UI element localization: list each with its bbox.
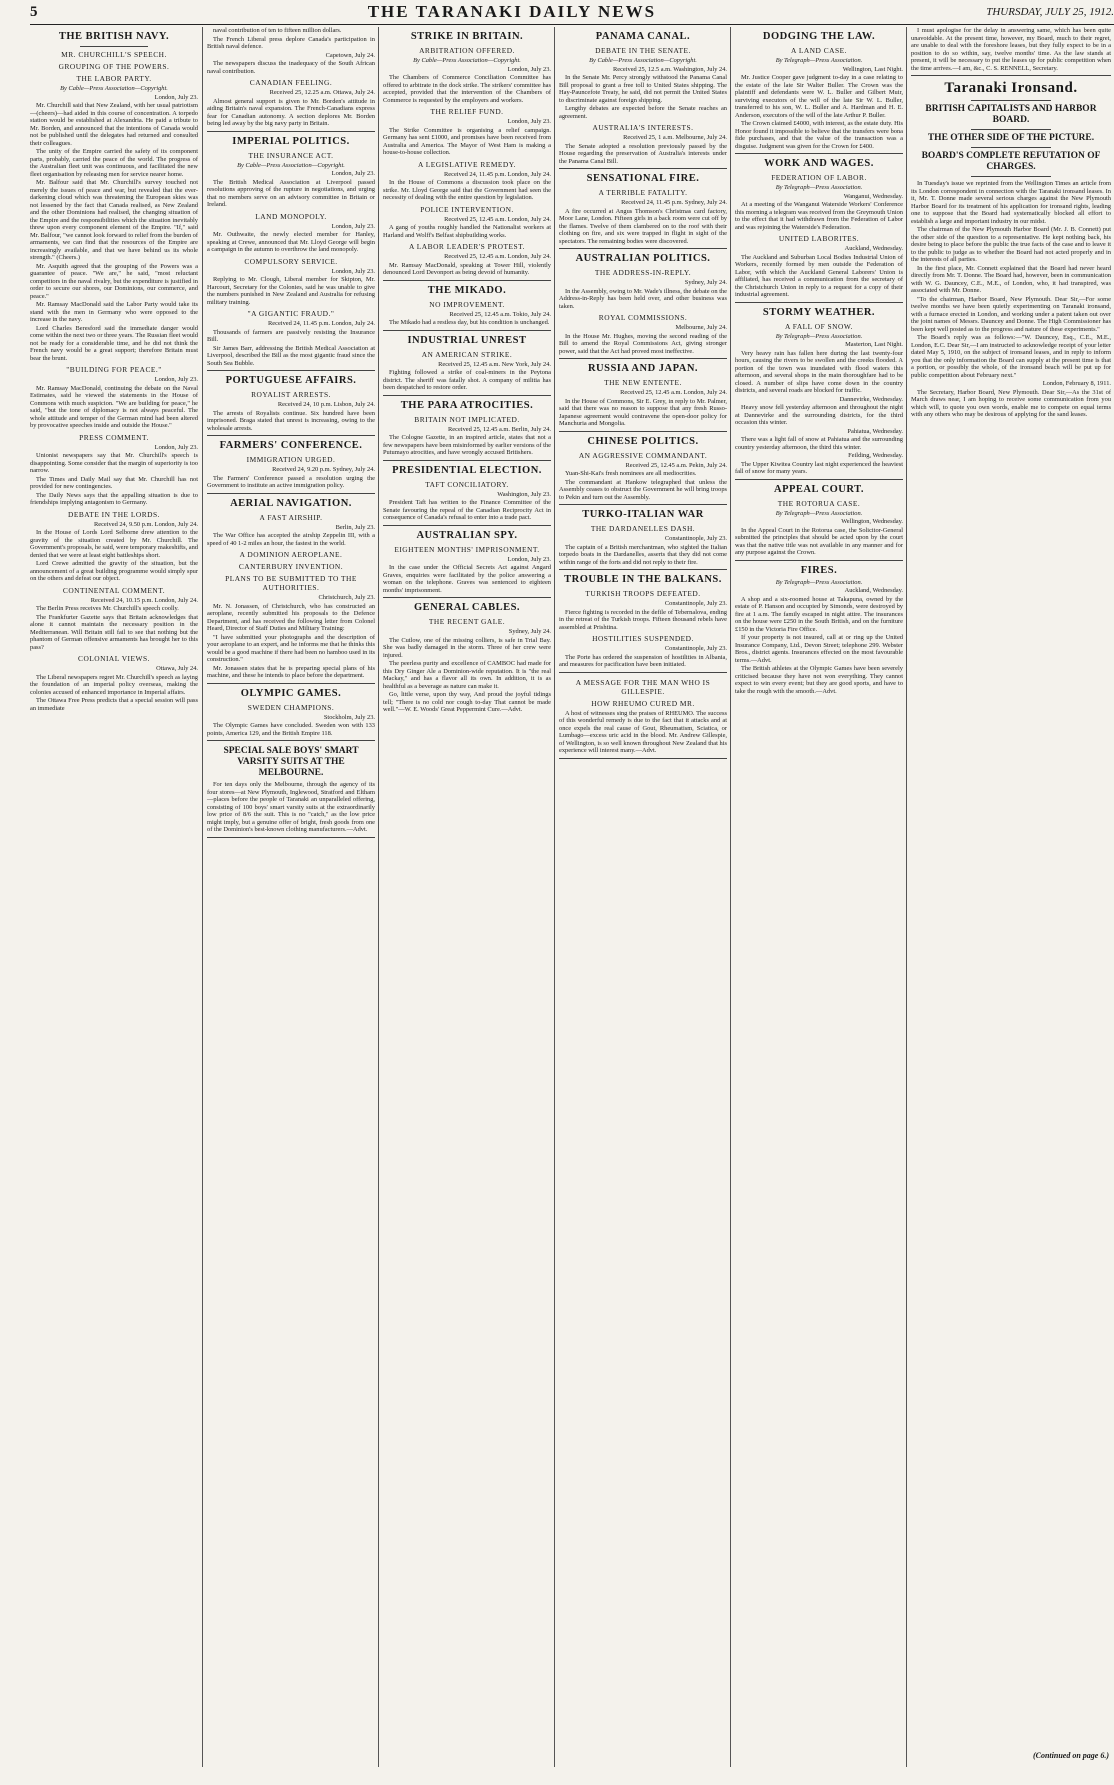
dateline: Received 24, 10 p.m. Lisbon, July 24. <box>277 401 375 408</box>
paragraph: The Daily News says that the appalling situation is due to friendships implying antagonism to Germany. <box>30 491 198 506</box>
paragraph: Mr. Ramsay MacDonald said the Labor Party would take its stand with the men in Germany who were opposed to the increase in the navy. <box>30 301 198 323</box>
headline-australian-politics: AUSTRALIAN POLITICS. <box>575 253 711 264</box>
paragraph: In the House of Commons a discussion took place on the strike. Mr. Lloyd George said that the Government had seen the necessity of dealing with the entire question by legislation. <box>383 179 551 201</box>
headline-portuguese-affairs: PORTUGUESE AFFAIRS. <box>225 375 357 386</box>
dateline: Sydney, July 24. <box>508 628 551 635</box>
paragraph: The French Liberal press deplore Canada's participation in British naval defence. <box>207 35 375 50</box>
dateline: Sydney, July 24. <box>684 279 727 286</box>
column-4 <box>554 27 731 1767</box>
subhead: THE NEW ENTENTE. <box>604 378 682 387</box>
paragraph: The commandant at Hankow telegraphed that unless the Assembly ceases to obstruct the Government he will bring troops to Pekin and turn out the Assembly. <box>559 478 727 501</box>
paragraph: Sir James Barr, addressing the British Medical Association at Liverpool, described the Bill as the most gigantic fraud since the South Sea Bubble. <box>207 344 375 367</box>
headline-work-and-wages: WORK AND WAGES. <box>764 158 874 169</box>
subhead: ROYAL COMMISSIONS. <box>598 313 688 322</box>
headline-appeal-court: APPEAL COURT. <box>774 483 864 495</box>
paragraph: In the House of Lords Lord Selborne drew attention to the gravity of the situation created by Mr. Churchill. The Government's proposals, he said, were temporary makeshifts, and denied that we were at least eight battleships short. <box>30 529 198 559</box>
byline: By Telegraph—Press Association. <box>775 184 863 191</box>
paragraph: The Mikado had a restless day, but his condition is unchanged. <box>389 319 550 326</box>
subhead: TURKISH TROOPS DEFEATED. <box>585 589 701 598</box>
paragraph: The Cutlow, one of the missing colliers, is safe in Trial Bay. She was badly damaged in the storm. Three of her crew were injured. <box>383 636 551 659</box>
paragraph: The Liberal newspapers regret Mr. Churchill's speech as laying the foundation of an imperial policy overseas, making the colonies accused of enhanced importance in Imperial affairs. <box>30 673 198 696</box>
subhead: IMMIGRATION URGED. <box>246 455 336 464</box>
continued-notice: (Continued on page 6.) <box>1032 1750 1109 1760</box>
paragraph: A shop and a six-roomed house at Takapuna, owned by the estate of P. Hanson and occupied by Simonds, were destroyed by fire at 1 a.m. The family escaped in night attire. The insurances on the house were £250 in the South British, and on the furniture £150 in the Victoria Fire Office. <box>735 595 903 633</box>
subhead: PRESS COMMENT. <box>79 432 149 442</box>
advertisement-text: For ten days only the Melbourne, through the agency of its four stores—at New Plymouth, Inglewood, Stratford and Eltham—places before the people of Taranaki an unparalleled offering, consisting of 100 boys' smart varsity suits at the extraordinarily low price of 8/6 the suit. This is no "catch," as the low price might imply, but a genuine offer of bright, fresh goods from one of the Dominion's best-known clothing manufacturers.—Advt. <box>207 781 375 833</box>
masthead <box>30 0 1114 25</box>
subhead: THE ADDRESS-IN-REPLY. <box>594 268 692 277</box>
dateline: London, July 23. <box>507 118 551 125</box>
dateline: London, July 23. <box>331 267 375 275</box>
dateline: London, July 23. <box>331 170 375 177</box>
byline: By Telegraph—Press Association. <box>775 509 863 517</box>
paragraph: Thousands of farmers are passively resisting the Insurance Bill. <box>207 328 375 343</box>
paragraph: The Cologne Gazette, in an inspired article, states that not a few newspapers have been misinformed by earlier versions of the Putumayo atrocities, and have wrongly accused Britishers. <box>383 434 551 456</box>
paragraph: The British athletes at the Olympic Games have been severely criticised because they have not won everything. They cannot expect to win every event; but they are good sports, and have to take the rough with the smooth.—Advt. <box>735 665 903 695</box>
subhead: THE RECENT GALE. <box>428 617 506 626</box>
byline: By Cable—Press Association—Copyright. <box>413 57 521 64</box>
headline-trouble-in-balkans: TROUBLE IN THE BALKANS. <box>564 574 722 585</box>
dateline: London, July 23. <box>507 65 551 73</box>
headline-presidential-election: PRESIDENTIAL ELECTION. <box>392 464 542 476</box>
subhead: COLONIAL VIEWS. <box>78 654 150 663</box>
headline-dodging-the-law: DODGING THE LAW. <box>762 31 876 42</box>
paragraph: Mr. N. Jonassen, of Christchurch, who has constructed an aeroplane, recently submitted his proposals to the Defence Department, and has received the following letter from Colonel Heard, Director of Staff Duties and Military Training: <box>207 602 375 632</box>
paragraph: The Auckland and Suburban Local Bodies Industrial Union of Workers, recently formed by men outside the Federation of Labor, with which the Auckland General Laborers' Union is affiliated, has received a communication from the secretary of the Christchurch Union in reply to a request for a copy of their industrial agreement. <box>735 253 903 298</box>
paragraph: "To the chairman, Harbor Board, New Plymouth. Dear Sir,—For some twelve months we have been quietly experimenting on Taranaki ironsand, with a furnace erected in London, and working under a patent taken out over the joint names of Messrs. Dauncey and Donne. The High Commissioner has been kept well posted as to the progress and nature of these experiments." <box>911 295 1111 333</box>
subhead: A LEGISLATIVE REMEDY. <box>417 159 517 169</box>
dateline: Washington, July 23. <box>497 490 551 498</box>
subhead: BRITAIN NOT IMPLICATED. <box>414 414 520 424</box>
subhead: A FAST AIRSHIP. <box>259 512 323 522</box>
dateline: Received 24, 9.50 p.m. London, July 24. <box>93 520 198 528</box>
subhead: POLICE INTERVENTION. <box>420 204 514 214</box>
paragraph: In the Assembly, owing to Mr. Wade's illness, the debate on the Address-in-Reply has been held over, and other business was taken. <box>559 287 727 310</box>
advertisement <box>559 672 727 759</box>
page-number: 5 <box>30 3 38 20</box>
subhead: THE LABOR PARTY. <box>76 74 152 83</box>
paragraph: The Porte has ordered the suspension of hostilities in Albania, and measures for pacification have been initiated. <box>559 653 727 668</box>
paragraph: Mr. Asquith agreed that the grouping of the Powers was a guarantee of peace. "We are," he said, "most reluctant competitors in the naval rivalry, but the expenditure is justified in order to secure our shores, our Dominions, our commerce, and peace." <box>30 262 198 300</box>
column-5 <box>730 27 907 1767</box>
subhead: A LABOR LEADER'S PROTEST. <box>409 242 525 251</box>
subhead: SWEDEN CHAMPIONS. <box>247 702 335 712</box>
headline-fires: FIRES. <box>800 564 838 576</box>
paragraph: The unity of the Empire carried the safety of its component parts, probably, carried the peace of the world. The progress of the Australian fleet unit was continuous, and facilitated the new fleet organisation by releasing men for service nearer home. <box>30 148 198 178</box>
paragraph: The Frankfurter Gazette says that Britain acknowledges that alone it cannot maintain the necessary position in the Mediterranean. Will Britain still fail to see that nothing but the phantom of German offensive armaments has brought her to this pass? <box>30 613 198 651</box>
dateline: Received 24, 9.20 p.m. Sydney, July 24. <box>272 466 375 473</box>
paragraph: Mr. Churchill said that New Zealand, with her usual patriotism—(cheers)—had aided in this course of concentration. A torpedo station would be established at Alexandria. He paid a tribute to Mr. Borden, and announced that the intentions of Canada would not be published until the delegates had returned and consulted their colleagues. <box>30 102 198 147</box>
headline-the-mikado: THE MIKADO. <box>427 284 507 296</box>
subhead: "A GIGANTIC FRAUD." <box>247 309 335 318</box>
dateline: Received 24, 11.45 p.m. London, July 24. <box>444 170 551 178</box>
dateline: Feilding, Wednesday. <box>848 452 903 459</box>
subhead: LAND MONOPOLY. <box>255 211 327 221</box>
subhead: PLANS TO BE SUBMITTED TO THE AUTHORITIES. <box>225 574 357 592</box>
paragraph: Mr. Ramsay MacDonald, continuing the debate on the Naval Estimates, said he viewed the statements in the House of Commons with much suspicion. "We are building for peace," he said, "but the tone of diplomacy is not always peaceful. The whole attitude and temper of the German mind had been altered by provocative speeches inside and outside the House." <box>30 384 198 429</box>
headline-panama-canal: PANAMA CANAL. <box>595 31 691 42</box>
byline: By Cable—Press Association—Copyright. <box>60 85 168 92</box>
dateline: Constantinople, July 23. <box>664 645 727 652</box>
byline: By Cable—Press Association—Copyright. <box>237 161 345 169</box>
subhead: CONTINENTAL COMMENT. <box>62 585 166 595</box>
subhead: AN AMERICAN STRIKE. <box>421 349 513 359</box>
paragraph: Almost general support is given to Mr. Borden's attitude in aiding Britain's naval expansion. The French-Canadians express fear for Canadian autonomy. A section deplores Mr. Borden being led away by the big navy party in Britain. <box>207 97 375 127</box>
paragraph: The War Office has accepted the airship Zeppelin III, with a speed of 40 1-2 miles an hour, the fastest in the world. <box>207 532 375 547</box>
paragraph: The Upper Kiwitea Country last night experienced the heaviest fall of snow for many years. <box>735 460 903 475</box>
byline: By Telegraph—Press Association. <box>775 578 863 586</box>
headline-stormy-weather: STORMY WEATHER. <box>762 306 876 318</box>
dateline: Received 25, 12.45 a.m. Tokio, July 24. <box>449 310 551 318</box>
subhead: MR. CHURCHILL'S SPEECH. <box>61 50 167 59</box>
paragraph: The captain of a British merchantman, who sighted the Italian torpedo boats in the Dardanelles, asserts that they did not come within range of the forts and did not reply to their fire. <box>559 543 727 566</box>
dateline: Received 25, 12.45 a.m. New York, July 24. <box>438 360 551 368</box>
subhead: ROYALIST ARRESTS. <box>251 390 331 399</box>
paragraph: In the House of Commons, Sir E. Grey, in reply to Mr. Palmer, said that there was no reason to suppose that any fresh Russo-Japanese agreement would contravene the open-door policy for Manchuria and Mongolia. <box>559 397 727 427</box>
dateline: London, July 23. <box>154 376 198 383</box>
dateline: Received 25, 12.45 a.m. Berlin, July 24. <box>448 425 551 433</box>
paragraph: Replying to Mr. Clough, Liberal member for Skipton, Mr. Harcourt, Secretary for the Colonies, said he was unable to give the numbers punished in New Zealand and Australia for refusing military training. <box>207 276 375 306</box>
paragraph: The Olympic Games have concluded. Sweden won with 133 points, America 129, and the British Empire 118. <box>207 722 375 737</box>
dateline: Auckland, Wednesday. <box>844 587 903 594</box>
subhead: EIGHTEEN MONTHS' IMPRISONMENT. <box>394 544 540 554</box>
subhead: A TERRIBLE FATALITY. <box>598 188 688 197</box>
advertisement <box>207 740 375 838</box>
paragraph: naval contribution of ten to fifteen million dollars. <box>213 27 342 34</box>
paragraph: Fighting followed a strike of coal-miners in the Peytona district. The sheriff was fatally shot. A company of militia has been despatched to restore order. <box>383 369 551 391</box>
dateline: Christchurch, July 23. <box>318 594 375 601</box>
advertisement-subheading: HOW RHEUMO CURED MR. <box>591 698 695 708</box>
dateline: Constantinople, July 23. <box>664 600 727 607</box>
subhead: TAFT CONCILIATORY. <box>425 479 509 489</box>
headline-british-navy: THE BRITISH NAVY. <box>58 31 170 42</box>
paragraph: In the first place, Mr. Connett explained that the Board had never heard directly from Mr. T. Donne. The Board had, however, been in communication with W. G. Dauncey, C.E., M.E., of London, who, it had transpired, was associated with Mr. Donne. <box>911 264 1111 294</box>
paragraph: Lord Crewe admitted the gravity of the situation, but the announcement of a great building programme would simply spur on the others and defeat our object. <box>30 560 198 582</box>
column-3 <box>378 27 555 1767</box>
dateline: Constantinople, July 23. <box>664 535 727 542</box>
subhead: BRITISH CAPITALISTS AND HARBOR BOARD. <box>925 104 1097 125</box>
paragraph: The Strike Committee is organising a relief campaign. Germany has sent £1000, and promises have been received from Australia and America. The Mayor of West Ham is making a house-to-house collection. <box>383 126 551 156</box>
headline-para-atrocities: THE PARA ATROCITIES. <box>400 399 534 411</box>
paragraph: Go, little verse, upon thy way, And proud the joyful tidings tell; "There is no cold nor cough to-day That cannot be made well."—W. E. Woods' Great Peppermint Cure.—Advt. <box>383 691 551 713</box>
paragraph: At a meeting of the Wanganui Waterside Workers' Conference this morning a telegram was received from the Greymouth Union to the effect that it had withdrawn from the Federation of Labor and was rejoining the Waterside's Federation. <box>735 201 903 231</box>
paragraph: In the Appeal Court in the Rotorua case, the Solicitor-General submitted the principles that should be acted upon by the court was that the native title was not available in any manner and for any purpose against the Crown. <box>735 526 903 556</box>
paragraph: In the case under the Official Secrets Act against Angard Graves, enquiries were facilitated by the police answering a woman on the telephone. Graves was sentenced to eighteen months' imprisonment. <box>383 564 551 594</box>
subhead: CANTERBURY INVENTION. <box>238 562 344 571</box>
subhead: A DOMINION AEROPLANE. <box>239 550 343 559</box>
dateline: Received 24, 11.45 p.m. Sydney, July 24. <box>621 199 727 206</box>
dateline: Pahiatua, Wednesday. <box>847 427 903 435</box>
paragraph: Mr. Justice Cooper gave judgment to-day in a case relating to the estate of the late Sir Walter Buller. The Crown was the plaintiff and defendants were W. L. Buller and Gilbert Muir, surviving executors of the will of the late Sir W. L. Buller, transferred to his son, W. L. Buller and A. Hardman and H. E. Anderson, executors of the will of the late Arthur P. Buller. <box>735 74 903 119</box>
dateline: Dannevirke, Wednesday. <box>839 395 903 403</box>
paragraph: Lord Charles Beresford said the immediate danger would come within the next two or three years. The Russian fleet would not be ready for a considerable time, and he did not think the French navy would be a great support; therefore Britain must bear the brunt. <box>30 324 198 362</box>
subhead: THE RELIEF FUND. <box>430 107 504 116</box>
subhead: "BUILDING FOR PEACE." <box>66 365 162 374</box>
column-2 <box>202 27 379 1767</box>
subhead: DEBATE IN THE LORDS. <box>68 509 160 519</box>
headline-russia-and-japan: RUSSIA AND JAPAN. <box>587 363 699 374</box>
subhead: A FALL OF SNOW. <box>784 321 853 331</box>
subhead: THE ROTORUA CASE. <box>777 498 861 508</box>
headline-aerial-navigation: AERIAL NAVIGATION. <box>230 497 352 509</box>
paragraph: The Times and Daily Mail say that Mr. Churchill has not provided for new contingencies. <box>30 475 198 490</box>
dateline: Received 25, 12.45 a.m. London, July 24. <box>444 215 551 223</box>
dateline: Stockholm, July 23. <box>323 713 375 721</box>
dateline: Melbourne, July 24. <box>675 324 727 331</box>
paragraph: In Tuesday's issue we reprinted from the Wellington Times an article from its London correspondent in connection with the Taranaki ironsand leases. In it, Mr. T. Donne made several serious charges against the New Plymouth Harbor Board for its treatment of his application for ironsand rights, leading one to suppose that the Board had systematically blocked all effort to establish a large and important industry in our midst. <box>911 180 1111 225</box>
paragraph: In the Senate Mr. Percy strongly withstood the Panama Canal Bill proposal to grant a free toll to United States shipping. The Hay-Pauncefote Treaty, he said, did not permit the United States to discriminate against foreign shipping. <box>559 74 727 104</box>
subhead: THE DARDANELLES DASH. <box>590 524 696 533</box>
dateline: London, February 8, 1911. <box>1042 380 1111 387</box>
newspaper-title: THE TARANAKI DAILY NEWS <box>367 2 657 21</box>
paragraph: A gang of youths roughly handled the Nationalist workers at Harland and Wolff's Belfast shipbuilding works. <box>383 224 551 239</box>
subhead: NO IMPROVEMENT. <box>429 299 505 309</box>
headline-strike-in-britain: STRIKE IN BRITAIN. <box>410 31 524 42</box>
subhead: THE OTHER SIDE OF THE PICTURE. <box>927 133 1095 143</box>
paragraph: Fierce fighting is recorded in the defile of Tebernalova, ending in the retreat of the Turkish troops. Fifteen thousand rebels have assembled at Prishtina. <box>559 608 727 631</box>
paragraph: Mr. Balfour said that Mr. Churchill's survey touched not merely the issues of peace and war, but revealed that the ever-darkening cloud which was threatening the European skies was not lessened by the fact that Canada realised, as New Zealand and the other Dominions had realised, the changing situation of the Empire and the responsibilities which the situation inevitably threw upon every component element of the Empire. "If," said Mr. Balfour, "we cannot look forward to relief from the burden of armaments, we can find that the resources of the Empire are increasingly available, and that we have behind us its whole strength." (Cheers.) <box>30 179 198 261</box>
paragraph: The peerless purity and excellence of CAMBOC had made for this Dry Ginger Ale a Dominion-wide reputation. It is "the real Mackay," and has a flavor all its own. In addition, it is as healthful as a beverage as nature can make it. <box>383 660 551 690</box>
dateline: Received 25, 12.5 a.m. Washington, July 24. <box>612 65 727 73</box>
dateline: Received 25, 12.25 a.m. Ottawa, July 24. <box>269 89 375 96</box>
headline-turko-italian-war: TURKO-ITALIAN WAR <box>582 509 704 520</box>
headline-general-cables: GENERAL CABLES. <box>413 602 521 613</box>
paragraph: Yuan-Shi-Kai's fresh nominees are all mediocrities. <box>565 470 697 477</box>
dateline: London, July 23. <box>154 443 198 451</box>
subhead: CANADIAN FEELING. <box>249 78 333 87</box>
subhead: COMPULSORY SERVICE. <box>244 256 338 266</box>
dateline: Received 25, 1 a.m. Melbourne, July 24. <box>623 134 727 141</box>
paragraph: Heavy snow fell yesterday afternoon and throughout the night at Dannevirke and the surrounding districts, for the third occasion this winter. <box>735 404 903 426</box>
advertisement-heading: A MESSAGE FOR THE MAN WHO IS GILLESPIE. <box>575 677 711 696</box>
byline: By Telegraph—Press Association. <box>775 332 863 340</box>
dateline: Capetown, July 24. <box>325 51 375 59</box>
headline-taranaki-ironsand: Taranaki Ironsand. <box>944 80 1078 96</box>
issue-date: THURSDAY, JULY 25, 1912. <box>986 6 1114 18</box>
paragraph: Unionist newspapers say that Mr. Churchill's speech is disappointing. Some consider that the margin of superiority is too narrow. <box>30 452 198 474</box>
subhead: GROUPING OF THE POWERS. <box>58 62 170 71</box>
subhead: AN AGGRESSIVE COMMANDANT. <box>578 450 708 460</box>
dateline: Wellington, Wednesday. <box>841 518 903 525</box>
paragraph: The newspapers discuss the inadequacy of the South African naval contribution. <box>207 60 375 75</box>
subhead: AUSTRALIA'S INTERESTS. <box>592 123 694 132</box>
byline: By Cable—Press Association—Copyright. <box>589 57 697 64</box>
dateline: Received 24, 11.45 p.m. London, July 24. <box>268 320 375 327</box>
subhead: DEBATE IN THE SENATE. <box>595 46 691 55</box>
paragraph: The Secretary, Harbor Board, New Plymouth. Dear Sir,—As the 31st of March draws near, I am hoping to receive some communication from you which will, to quote you own words, enable me to compete on equal terms with any others who may be desirous of applying for the sand leases. <box>911 388 1111 418</box>
paragraph: There was a light fall of snow at Pahiatua and the surrounding country yesterday afternoon, the third this winter. <box>735 436 903 451</box>
dateline: Received 25, 12.45 a.m. Pekin, July 24. <box>625 461 727 469</box>
dateline: Ottawa, July 24. <box>156 665 198 672</box>
headline-australian-spy: AUSTRALIAN SPY. <box>416 529 518 541</box>
paragraph: If your property is not insured, call at or ring up the United Insurance Company, Ltd., Devon Street; telephone 299. Webster Bros., district agents. Insurances effected on the most favourable terms.—Advt. <box>735 634 903 664</box>
column-6 <box>906 27 1114 1767</box>
headline-industrial-unrest: INDUSTRIAL UNREST <box>407 334 527 346</box>
dateline: Masterton, Last Night. <box>845 341 903 348</box>
paragraph: The Board's reply was as follows:—"W. Dauncey, Esq., C.E., M.E., London, E.C. Dear Sir,—I am instructed to acknowledge receipt of your letter dated May 5, 1910, on the subject of ironsand leases, and in reply to inform you that the only information the Board can supply at the present time is that a portion, or possibly the whole, of the ironsand beach will be put up for public competition about February next." <box>911 334 1111 379</box>
paragraph: The arrests of Royalists continue. Six hundred have been imprisoned. Braga stated that unrest is increasing, owing to the wholesale arrests. <box>207 409 375 432</box>
paragraph: The Chambers of Commerce Conciliation Committee has offered to arbitrate in the dock strike. The strikers' committee has accepted, provided that the intervention of the Chambers of Commerce is requested by the employers and workers. <box>383 74 551 104</box>
paragraph: Very heavy rain has fallen here during the last twenty-four hours, causing the rivers to be swollen and the creeks flooded. A portion of the town was inundated with flood waters this afternoon, and several shops in the main thoroughfare had to be closed. A number of slips have come down in the country districts, and several roads are blocked for traffic. <box>735 349 903 394</box>
paragraph: A fire occurred at Angus Thomson's Christmas card factory, Moor Lane, London. Fifteen girls in a back room were cut off by the flames. Twelve of them clambered on to the roof with their clothing on fire, and six were trapped in flight in sight of the spectators. The remaining bodies were discovered. <box>559 207 727 245</box>
subhead: BOARD'S COMPLETE REFUTATION OF CHARGES. <box>921 151 1101 172</box>
paragraph: The Crown claimed £4000, with interest, as the estate duty. His Honor found it impossible to believe that the transfers were bona fide purchases, and that the value of the transaction was a disguise. Judgment was given for the Crown for £400. <box>735 120 903 150</box>
dateline: London, July 23. <box>507 555 551 563</box>
subhead: A LAND CASE. <box>791 46 847 55</box>
headline-farmers-conference: FARMERS' CONFERENCE. <box>219 440 363 451</box>
advertisement-heading: SPECIAL SALE BOYS' SMART VARSITY SUITS AT THE MELBOURNE. <box>223 746 359 778</box>
advertisement-text: A host of witnesses sing the praises of RHEUMO. The success of this wonderful remedy is due to the fact that it attacks and at once expels the real cause of Gout, Rheumatism, Sciatica, or Lumbago—excess uric acid in the blood. Mr. Andrew Gillespie, of Wellington, is so well known throughout New Zealand that his experience will interest many.—Advt. <box>559 709 727 754</box>
dateline: London, July 23. <box>154 93 198 101</box>
dateline: Received 24, 10.15 p.m. London, July 24. <box>90 596 198 604</box>
paragraph: The Berlin Press receives Mr. Churchill's speech coolly. <box>36 605 179 612</box>
headline-imperial-politics: IMPERIAL POLITICS. <box>232 135 350 147</box>
subhead: HOSTILITIES SUSPENDED. <box>592 634 694 643</box>
paragraph: "I have submitted your photographs and the description of your aeroplane to an expert, and he informs me that he thinks this would be a good machine if there had been no hamboo used in its construction." <box>207 633 375 663</box>
paragraph: Mr. Jonassen states that he is preparing special plans of his machine, and these he intends to place before the department. <box>207 664 375 679</box>
dateline: Berlin, July 23. <box>335 523 375 531</box>
dateline: Received 25, 12.45 a.m. London, July 24. <box>444 253 551 260</box>
paragraph: The Ottawa Free Press predicts that a special session will pass an immediate <box>30 697 198 712</box>
headline-olympic-games: OLYMPIC GAMES. <box>240 687 342 699</box>
subhead: ARBITRATION OFFERED. <box>419 46 515 55</box>
headline-chinese-politics: CHINESE POLITICS. <box>587 435 699 447</box>
byline: By Telegraph—Press Association. <box>775 57 863 64</box>
paragraph: President Taft has written to the Finance Committee of the Senate favouring the repeal of the Canadian Reciprocity Act in consequence of Canada's refusal to enter into a trade pact. <box>383 499 551 521</box>
dateline: Received 25, 12.45 a.m. London, July 24. <box>620 389 727 396</box>
subhead: UNITED LABORITES. <box>778 234 860 243</box>
column-1 <box>30 27 202 1767</box>
paragraph: The British Medical Association at Liverpool passed resolutions approving of the rupture in negotiations, and urging that no members serve on an advisory committee in Britain or Ireland. <box>207 178 375 208</box>
paragraph: The Senate adopted a resolution previously passed by the House regarding the preservation of Australia's interests under the Panama Canal Bill. <box>559 142 727 165</box>
dateline: Wanganui, Wednesday. <box>843 192 903 200</box>
dateline: Wellington, Last Night. <box>842 65 903 73</box>
dateline: London, July 23. <box>331 222 375 230</box>
paragraph: Lengthy debates are expected before the Senate reaches an agreement. <box>559 105 727 120</box>
newspaper-columns <box>30 27 1114 1767</box>
paragraph: The chairman of the New Plymouth Harbor Board (Mr. J. B. Connett) put the other side of the question to a representative. He kept nothing back, his desire being to place before the public the true facts of the case and to leave it to the public to judge as to whether the Board had not acted properly and in the interests of all parties. <box>911 226 1111 263</box>
subhead: THE INSURANCE ACT. <box>248 150 334 160</box>
paragraph: Mr. Ramsay MacDonald, speaking at Tower Hill, violently denounced Lord Devonport as being devoid of humanity. <box>383 261 551 276</box>
dateline: Auckland, Wednesday. <box>844 245 903 252</box>
paragraph: The Farmers' Conference passed a resolution urging the Government to institute an active immigration policy. <box>207 474 375 489</box>
subhead: FEDERATION OF LABOR. <box>771 173 867 182</box>
headline-sensational-fire: SENSATIONAL FIRE. <box>586 173 700 184</box>
paragraph: In the House Mr. Hughes, moving the second reading of the Bill to amend the Royal Commissions Act, giving stronger power, said that the Act had proved most ineffective. <box>559 332 727 355</box>
paragraph: I must apologise for the delay in answering same, which has been quite unavoidable. At the present time, however, my Board, much to their regret, are unable to deal with the foreshore leases, but they fully expect to be in a position to do so within, say, twelve months' time. As the law stands at present, it will be necessary to put the leases up for public competition when the time arrives.—I am, &c., C. S. RENNELL, Secretary. <box>911 27 1111 72</box>
paragraph: Mr. Outhwaite, the newly elected member for Hanley, speaking at Crewe, announced that Mr. Lloyd George will begin a campaign in the autumn to overthrow the land monopoly. <box>207 231 375 253</box>
